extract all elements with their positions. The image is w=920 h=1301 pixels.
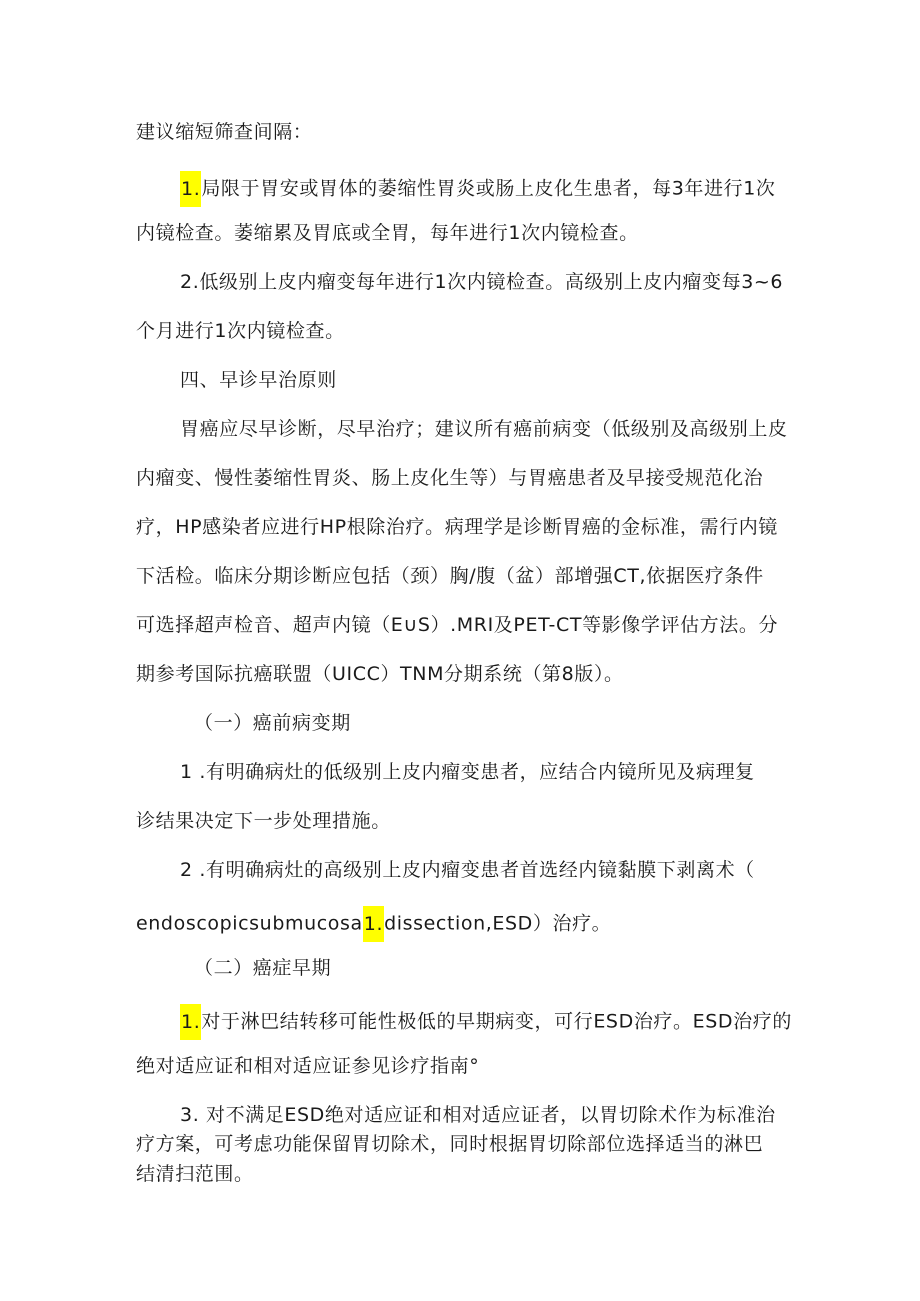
principle-line-1: 胃癌应尽早诊断，尽早治疗；建议所有癌前病变（低级别及高级别上皮 xyxy=(180,418,788,440)
early-3-line-3: 结清扫范围。 xyxy=(136,1163,254,1185)
item-1-line-1 xyxy=(180,171,776,200)
principle-line-3: 疗，HP感染者应进行HP根除治疗。病理学是诊断胃癌的金标准，需行内镜 xyxy=(136,516,778,538)
principle-line-4: 下活检。临床分期诊断应包括（颈）胸/腹（盆）部增强CT,依据医疗条件 xyxy=(136,565,764,587)
early-1-text: 对于淋巴结转移可能性极低的早期病变，可行ESD治疗。ESD治疗的 xyxy=(201,1010,792,1033)
subheading-precancer: （一）癌前病变期 xyxy=(194,712,351,734)
item-2-line-2: 个月进行1次内镜检查。 xyxy=(136,320,345,342)
subheading-early: （二）癌症早期 xyxy=(194,957,332,979)
item-2-line-1: 2.低级别上皮内瘤变每年进行1次内镜检查。高级别上皮内瘤变每3~6 xyxy=(180,271,784,293)
early-1-line-2: 绝对适应证和相对适应证参见诊疗指南° xyxy=(136,1055,480,1077)
section-heading-4: 四、早诊早治原则 xyxy=(180,369,337,391)
principle-line-6: 期参考国际抗癌联盟（UICC）TNM分期系统（第8版）。 xyxy=(136,663,624,685)
principle-line-2: 内瘤变、慢性萎缩性胃炎、肠上皮化生等）与胃癌患者及早接受规范化治 xyxy=(136,467,764,489)
precancer-2-line-1: 2 .有明确病灶的高级别上皮内瘤变患者首选经内镜黏膜下剥离术（ xyxy=(180,859,755,881)
principle-line-5: 可选择超声检音、超声内镜（E∪S）.MRI及PET-CT等影像学评估方法。分 xyxy=(136,614,779,636)
item-1-line-2: 内镜检查。萎缩累及胃底或全胃，每年进行1次内镜检查。 xyxy=(136,222,639,244)
precancer-2-line-2 xyxy=(136,906,612,935)
precancer-1-line-1: 1 .有明确病灶的低级别上皮内瘤变患者，应结合内镜所见及病理复 xyxy=(180,761,755,783)
highlight-marker: 1. xyxy=(363,906,384,942)
early-3-line-1: 3. 对不满足ESD绝对适应证和相对适应证者，以胃切除术作为标准治 xyxy=(180,1104,776,1126)
item-1-text: 局限于胃安或胃体的萎缩性胃炎或肠上皮化生患者，每3年进行1次 xyxy=(201,177,776,200)
early-3-line-2: 疗方案，可考虑功能保留胃切除术，同时根据胃切除部位选择适当的淋巴 xyxy=(136,1133,764,1155)
early-1-line-1 xyxy=(180,1004,792,1033)
precancer-1-line-2: 诊结果决定下一步处理措施。 xyxy=(136,810,391,832)
highlight-marker: 1. xyxy=(180,171,201,207)
esd-text-after: dissection,ESD）治疗。 xyxy=(384,912,612,935)
highlight-marker: 1. xyxy=(180,1004,201,1040)
intro-text: 建议缩短筛查间隔： xyxy=(136,121,313,143)
esd-text-before: endoscopicsubmucosa xyxy=(136,912,363,935)
